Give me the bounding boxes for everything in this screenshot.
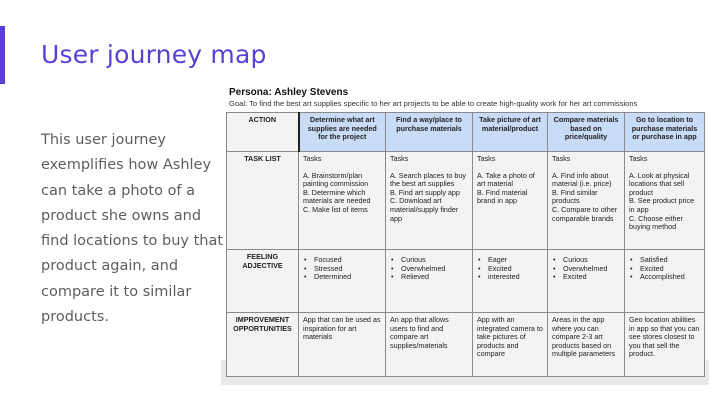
improvement-cell-3: App with an integrated camera to take pictures of products and compare (473, 313, 548, 377)
task-heading: Tasks (390, 154, 409, 163)
task-item: C. Download art material/supply finder app (390, 196, 459, 223)
action-header-1: Determine what art supplies are needed for the project (299, 113, 386, 152)
task-item: C. Make list of items (303, 204, 368, 214)
feeling-item: • Excited (553, 273, 620, 282)
feeling-item: • Overwhelmed (553, 265, 620, 274)
improvement-row (227, 313, 705, 377)
task-item: A. Look at physical locations that sell product (629, 170, 690, 197)
row-label-action: ACTION (227, 113, 299, 152)
feeling-cell-4 (548, 250, 625, 313)
feeling-cell-2 (386, 250, 473, 313)
feeling-item: • Stressed (304, 265, 381, 274)
task-item: C. Choose either buying method (629, 213, 683, 232)
improvement-cell-2: An app that allows users to find and compare art supplies/materials (386, 313, 473, 377)
feeling-item: • Excited (478, 265, 543, 274)
task-item: A. Search places to buy the best art supplies (390, 170, 466, 189)
feeling-item: • Curious (391, 256, 468, 265)
task-list-row (227, 152, 705, 250)
action-row (227, 113, 705, 152)
persona-name: Persona: Ashley Stevens (229, 87, 349, 98)
task-item: B. See product price in app (629, 196, 695, 214)
feeling-item: • Focused (304, 256, 381, 265)
action-header-5: Go to location to purchase materials or purchase in app (625, 113, 705, 152)
row-label-task-list: TASK LIST (227, 152, 299, 250)
feeling-cell-5 (625, 250, 705, 313)
feeling-item: • Accomplished (630, 273, 700, 282)
task-cell-4 (548, 152, 625, 250)
improvement-cell-5: Geo location abilities in app so that you can see stores closest to you that sell the product. (625, 313, 705, 377)
task-item: A. Take a photo of art material (477, 170, 535, 189)
feeling-item: • Curious (553, 256, 620, 265)
action-header-2: Find a way/place to purchase materials (386, 113, 473, 152)
feeling-cell-3 (473, 250, 548, 313)
feeling-row (227, 250, 705, 313)
improvement-cell-1: App that can be used as inspiration for art materials (299, 313, 386, 377)
feeling-item: • Excited (630, 265, 700, 274)
slide-title: User journey map (41, 40, 267, 69)
row-label-improvement: IMPROVEMENT OPPORTUNITIES (227, 313, 299, 377)
task-item: A. Find info about material (i.e. price) (552, 170, 612, 189)
task-cell-1 (299, 152, 386, 250)
task-heading: Tasks (477, 154, 496, 163)
action-header-3: Take picture of art material/product (473, 113, 548, 152)
task-cell-3 (473, 152, 548, 250)
task-item: B. Find similar products (552, 187, 598, 206)
task-cell-5 (625, 152, 705, 250)
task-item: C. Compare to other comparable brands (552, 204, 618, 223)
task-heading: Tasks (303, 154, 322, 163)
row-label-feeling: FEELING ADJECTIVE (227, 250, 299, 313)
task-item: A. Brainstorm/plan painting commission (303, 170, 369, 189)
feeling-item: • Overwhelmed (391, 265, 468, 274)
feeling-item: • Determined (304, 273, 381, 282)
action-header-4: Compare materials based on price/quality (548, 113, 625, 152)
task-item: B. Determine which materials are needed (303, 187, 371, 206)
task-heading: Tasks (552, 154, 571, 163)
persona-goal: Goal: To find the best art supplies specific to her art projects to be able to create high-quality work for her art commissions (229, 99, 638, 108)
feeling-item: • Relieved (391, 273, 468, 282)
feeling-cell-1 (299, 250, 386, 313)
feeling-item: • Satisfied (630, 256, 700, 265)
title-accent-bar (0, 26, 5, 84)
task-item: B. Find material brand in app (477, 187, 528, 206)
journey-map-table (226, 112, 705, 377)
task-cell-2 (386, 152, 473, 250)
slide-body-text: This user journey exemplifies how Ashley can take a photo of a product she owns and find locations to buy that product again, and compare it to similar products. (41, 132, 224, 326)
improvement-cell-4: Areas in the app where you can compare 2-3 art products based on multiple parameters (548, 313, 625, 377)
task-heading: Tasks (629, 154, 648, 163)
feeling-item: • interested (478, 273, 543, 282)
feeling-item: • Eager (478, 256, 543, 265)
task-item: B. Find art supply app (390, 187, 460, 197)
